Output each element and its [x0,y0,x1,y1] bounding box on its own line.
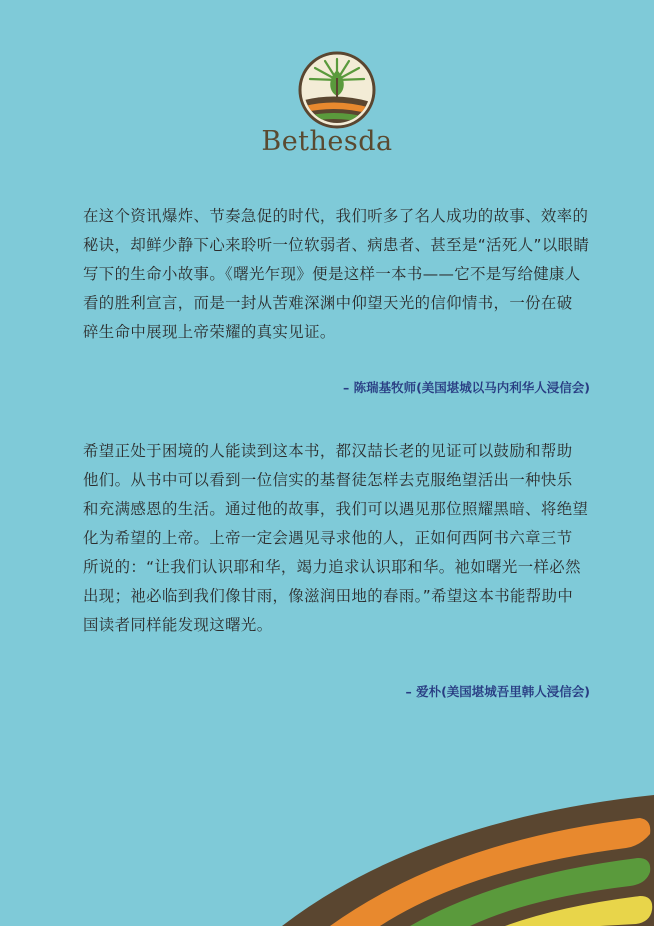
endorsement-signature-2: – 爱朴(美国堪城吾里韩人浸信会) [405,684,590,699]
text-line: 在这个资讯爆炸、节奏急促的时代，我们听多了名人成功的故事、效率的 [83,207,589,225]
text-line: 化为希望的上帝。上帝一定会遇见寻求他的人，正如何西阿书六章三节 [83,529,573,547]
text-line: 看的胜利宣言，而是一封从苦难深渊中仰望天光的信仰情书，一份在破 [83,294,573,312]
brand-name: Bethesda [261,126,393,157]
text-line: 所说的：“让我们认识耶和华，竭力追求认识耶和华。祂如曙光一样必然 [83,558,581,576]
text-line: 希望正处于困境的人能读到这本书，都汉喆长老的见证可以鼓励和帮助 [83,442,573,460]
text-line: 出现；祂必临到我们像甘雨，像滋润田地的春雨。”希望这本书能帮助中 [83,587,574,605]
text-line: 秘诀，却鲜少静下心来聆听一位软弱者、病患者、甚至是“活死人”以眼睛 [83,236,590,254]
text-line: 和充满感恩的生活。通过他的故事，我们可以遇见那位照耀黑暗、将绝望 [83,500,589,518]
text-line: 他们。从书中可以看到一位信实的基督徒怎样去克服绝望活出一种快乐 [83,471,573,489]
text-line: 碎生命中展现上帝荣耀的真实见证。 [83,323,336,341]
text-line: 写下的生命小故事。《曙光乍现》便是这样一本书——它不是写给健康人 [83,265,581,283]
endorsement-signature-1: – 陈瑞基牧师(美国堪城以马内利华人浸信会) [342,380,590,395]
text-line: 国读者同样能发现这曙光。 [83,616,273,634]
